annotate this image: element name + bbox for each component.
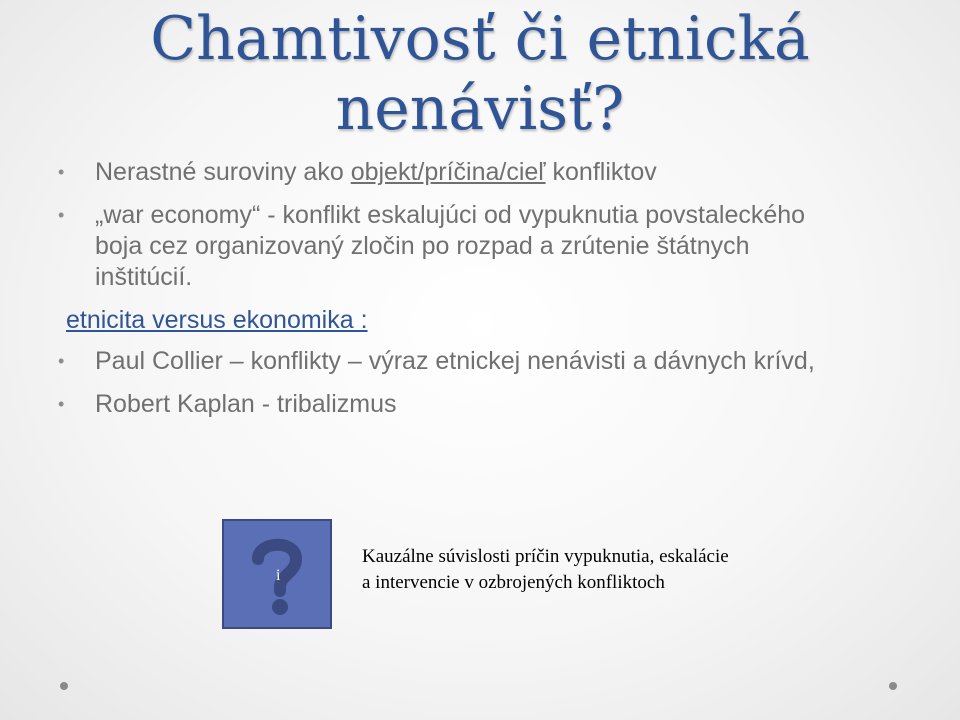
caption-text [362, 544, 902, 596]
bullet-item-minerals [58, 157, 818, 188]
bullet-text: Nerastné suroviny ako [95, 158, 351, 186]
bullet-dot-icon: • [58, 205, 65, 225]
slide-title [60, 4, 900, 144]
bullet-text: Paul Collier – konflikty – výraz etnickej nenávisti a dávnych krívd, [95, 347, 815, 375]
bullet-dot-icon: • [58, 394, 65, 414]
decor-dot-right [889, 682, 897, 690]
bullet-dot-icon: • [58, 162, 65, 182]
bullet-text: Robert Kaplan - tribalizmus [95, 390, 397, 418]
slide-title-line-1: Chamtivosť či etnická [150, 4, 810, 74]
action-button-label: i [276, 567, 281, 584]
bullet-item-collier [58, 346, 818, 377]
decor-dot-left [60, 682, 68, 690]
bullet-text-end: konfliktov [545, 158, 657, 186]
help-action-button[interactable] [222, 519, 332, 629]
bullet-dot-icon: • [58, 351, 65, 371]
slide-title-line-2: nenávisť? [335, 74, 625, 144]
underlined-phrase: objekt/príčina/cieľ [350, 158, 546, 186]
bullet-item-kaplan [58, 389, 818, 420]
slide-content [58, 157, 818, 432]
caption-line-1: Kauzálne súvislosti príčin vypuknutia, eskalácie [362, 546, 729, 567]
ethnicity-vs-economy-link[interactable]: etnicita versus ekonomika : [66, 306, 368, 334]
bullet-item-war-economy [58, 200, 818, 293]
caption-line-2: a intervencie v ozbrojených konfliktoch [362, 572, 665, 593]
bullet-text: „war economy“ - konflikt eskalujúci od vypuknutia povstaleckého boja cez organizovaný zločin po rozpad a zrútenie štátnych inštitúcií. [95, 201, 806, 291]
